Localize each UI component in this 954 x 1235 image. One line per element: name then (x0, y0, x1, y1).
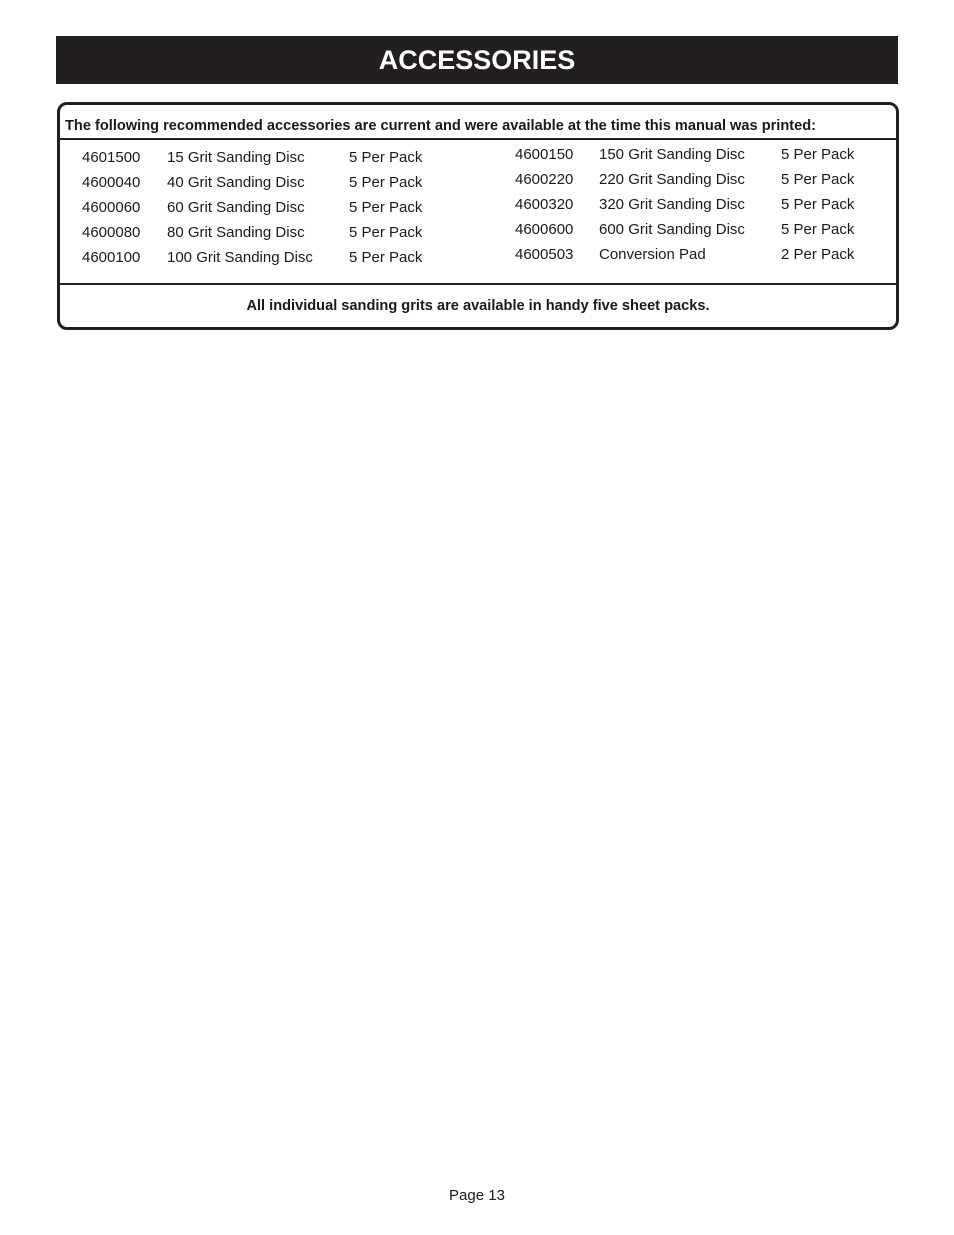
part-description: 40 Grit Sanding Disc (167, 174, 305, 191)
part-description: 60 Grit Sanding Disc (167, 199, 305, 216)
pack-quantity: 2 Per Pack (781, 246, 855, 263)
pack-quantity: 5 Per Pack (781, 196, 855, 213)
part-description: 150 Grit Sanding Disc (599, 146, 745, 163)
pack-quantity: 5 Per Pack (781, 221, 855, 238)
part-number: 4600040 (82, 174, 141, 191)
part-number: 4600150 (515, 146, 574, 163)
part-description: Conversion Pad (599, 246, 706, 263)
part-description: 15 Grit Sanding Disc (167, 149, 305, 166)
part-description: 100 Grit Sanding Disc (167, 249, 313, 266)
part-number: 4601500 (82, 149, 141, 166)
section-title-bar (56, 36, 898, 84)
part-description: 320 Grit Sanding Disc (599, 196, 745, 213)
accessories-intro: The following recommended accessories are current and were available at the time this manual was printed: (60, 105, 896, 140)
pack-quantity: 5 Per Pack (349, 149, 423, 166)
pack-quantity: 5 Per Pack (781, 146, 855, 163)
pack-quantity: 5 Per Pack (349, 224, 423, 241)
part-number: 4600220 (515, 171, 574, 188)
part-number: 4600600 (515, 221, 574, 238)
part-description: 220 Grit Sanding Disc (599, 171, 745, 188)
pack-quantity: 5 Per Pack (349, 174, 423, 191)
pack-quantity: 5 Per Pack (781, 171, 855, 188)
part-number: 4600503 (515, 246, 574, 263)
accessories-box (57, 102, 899, 330)
accessories-footer-note: All individual sanding grits are available in handy five sheet packs. (60, 283, 896, 327)
part-description: 80 Grit Sanding Disc (167, 224, 305, 241)
part-number: 4600100 (82, 249, 141, 266)
page-title: ACCESSORIES (378, 44, 576, 75)
pack-quantity: 5 Per Pack (349, 199, 423, 216)
part-number: 4600320 (515, 196, 574, 213)
pack-quantity: 5 Per Pack (349, 249, 423, 266)
part-number: 4600080 (82, 224, 141, 241)
page-number: Page 13 (449, 1187, 505, 1204)
part-description: 600 Grit Sanding Disc (599, 221, 745, 238)
part-number: 4600060 (82, 199, 141, 216)
